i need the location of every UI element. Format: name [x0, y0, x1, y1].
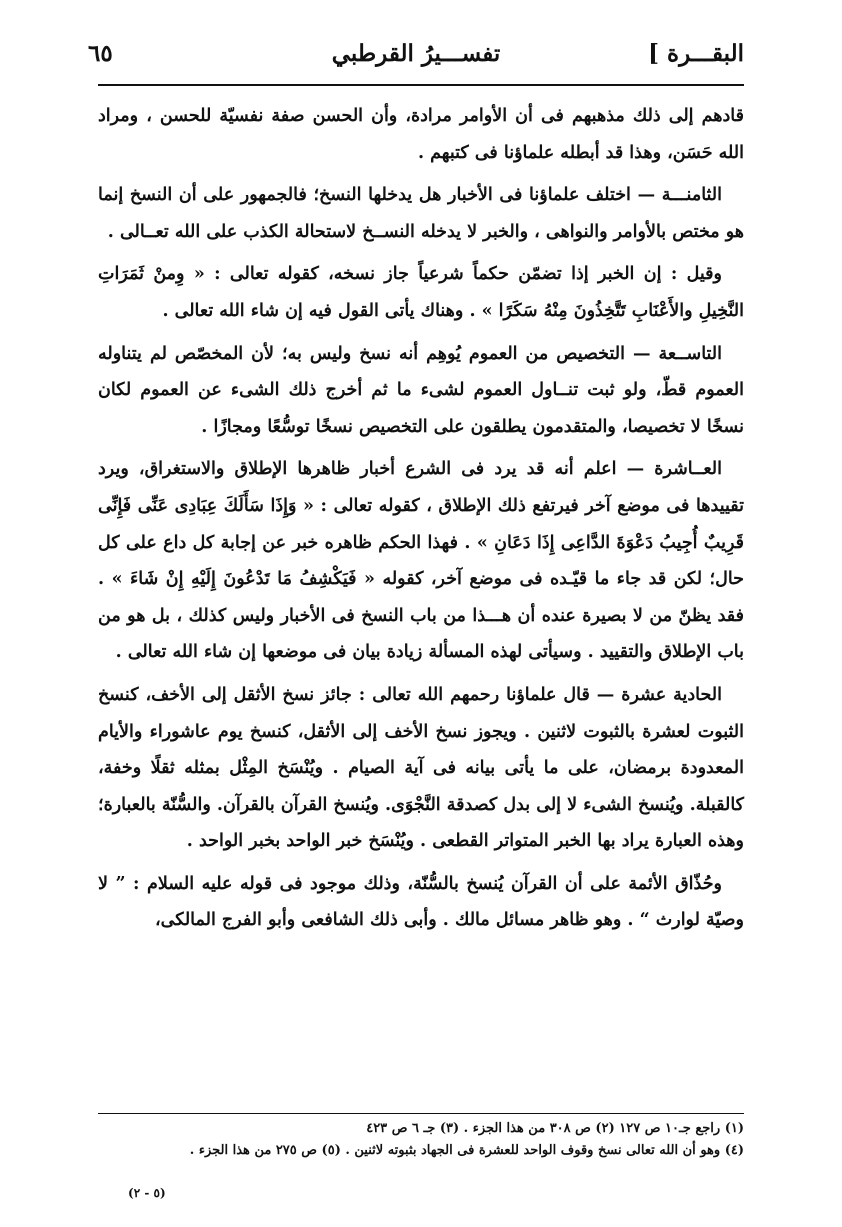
footnote-line: (١) راجع جـ١٠ ص ١٢٧ (٢) ص ٣٠٨ من هذا الجزء . (٣) جـ ٦ ص ٤٢٣ [366, 1121, 744, 1136]
main-text [98, 98, 744, 945]
paragraph: قادهم إلى ذلك مذهبهم فى أن الأوامر مرادة، وأن الحسن صفة نفسيّة للحسن ، ومراد الله حَسَن، وهذا قد أبطله علماؤنا فى كتبهم . [98, 106, 744, 163]
header-rule [98, 84, 744, 86]
paragraph: الحادية عشرة — قال علماؤنا رحمهم الله تعالى : جائز نسخ الأثقل إلى الأخف، كنسخ الثبوت لعشرة بالثبوت لاثنين . ويجوز نسخ الأخف إلى الأثقل، كنسخ يوم عاشوراء والأيام المعدودة برمضان، على ما يأتى بيانه فى آية الصيام . ويُنْسَخ المِثْل بمثله ثقلًا وخفة، كالقبلة. ويُنسخ الشىء لا إلى بدل كصدقة النَّجْوَى. ويُنسخ القرآن بالقرآن. والسُّنّة بالعبارة؛ وهذه العبارة يراد بها الخبر المتواتر القطعى . ويُنْسَخ خبر الواحد بخبر الواحد . [98, 684, 744, 852]
surah-name: البقـــرة ] [648, 40, 744, 67]
book-title: تفســـيرُ القرطبي [331, 40, 501, 67]
paragraph: التاســعة — التخصيص من العموم يُوهِم أنه نسخ وليس به؛ لأن المخصّص لم يتناوله العموم قطّ، ولو ثبت تنــاول العموم لشىء ما ثم أخرج ذلك الشىء عن العموم لكان نسخًا لا تخصيصا، والمتقدمون يطلقون على التخصيص نسخًا توسُّعًا ومجازًا . [98, 343, 744, 437]
signature-mark: (٥ - ٢) [128, 1186, 166, 1200]
paragraph: وقيل : إن الخبر إذا تضمّن حكماً شرعياً جاز نسخه، كقوله تعالى : « وِمنْ ثَمَرَاتِ النَّخِيلِ والأَعْنَابِ تَتَّخِذُونَ مِنْهُ سَكَرًا » . وهناك يأتى القول فيه إن شاء الله تعالى . [98, 264, 744, 321]
paragraph: وحُذّاق الأئمة على أن القرآن يُنسخ بالسُّنّة، وذلك موجود فى قوله عليه السلام : ” لا وصيّة لوارث “ . وهو ظاهر مسائل مالك . وأبى ذلك الشافعى وأبو الفرج المالكى، [98, 873, 744, 931]
footnote-rule [98, 1113, 744, 1114]
page-number: ٦٥ [88, 40, 113, 67]
page-header [88, 38, 744, 78]
paragraph: الثامنـــة — اختلف علماؤنا فى الأخبار هل يدخلها النسخ؛ فالجمهور على أن النسخ إنما هو مختص بالأوامر والنواهى ، والخبر لا يدخله النســخ لاستحالة الكذب على الله تعــالى . [98, 185, 744, 242]
footnote-line: (٤) وهو أن الله تعالى نسخ وقوف الواحد للعشرة فى الجهاد بثبوته لاثنين . (٥) ص ٢٧٥ من هذا الجزء . [189, 1143, 744, 1158]
paragraph: العــاشرة — اعلم أنه قد يرد فى الشرع أخبار ظاهرها الإطلاق والاستغراق، ويرد تقييدها فى موضع آخر فيرتفع ذلك الإطلاق ، كقوله تعالى : « وَإِذَا سَأَلَكَ عِبَادِى عَنِّى فَإِنِّى قَرِيبٌ أُجِيبُ دَعْوَةَ الدَّاعِى إِذَا دَعَانِ » . فهذا الحكم ظاهره خبر عن إجابة كل داع على كل حال؛ لكن قد جاء ما قيّـده فى موضع آخر، كقوله « فَيَكْشِفُ مَا تَدْعُونَ إِلَيْهِ إِنْ شَاءَ » . فقد يظنّ من لا بصيرة عنده أن هـــذا من باب النسخ فى الأخبار وليس كذلك ، بل هو من باب الإطلاق والتقييد . وسيأتى لهذه المسألة زيادة بيان فى موضعها إن شاء الله تعالى . [98, 459, 744, 663]
footnotes [100, 1118, 744, 1162]
